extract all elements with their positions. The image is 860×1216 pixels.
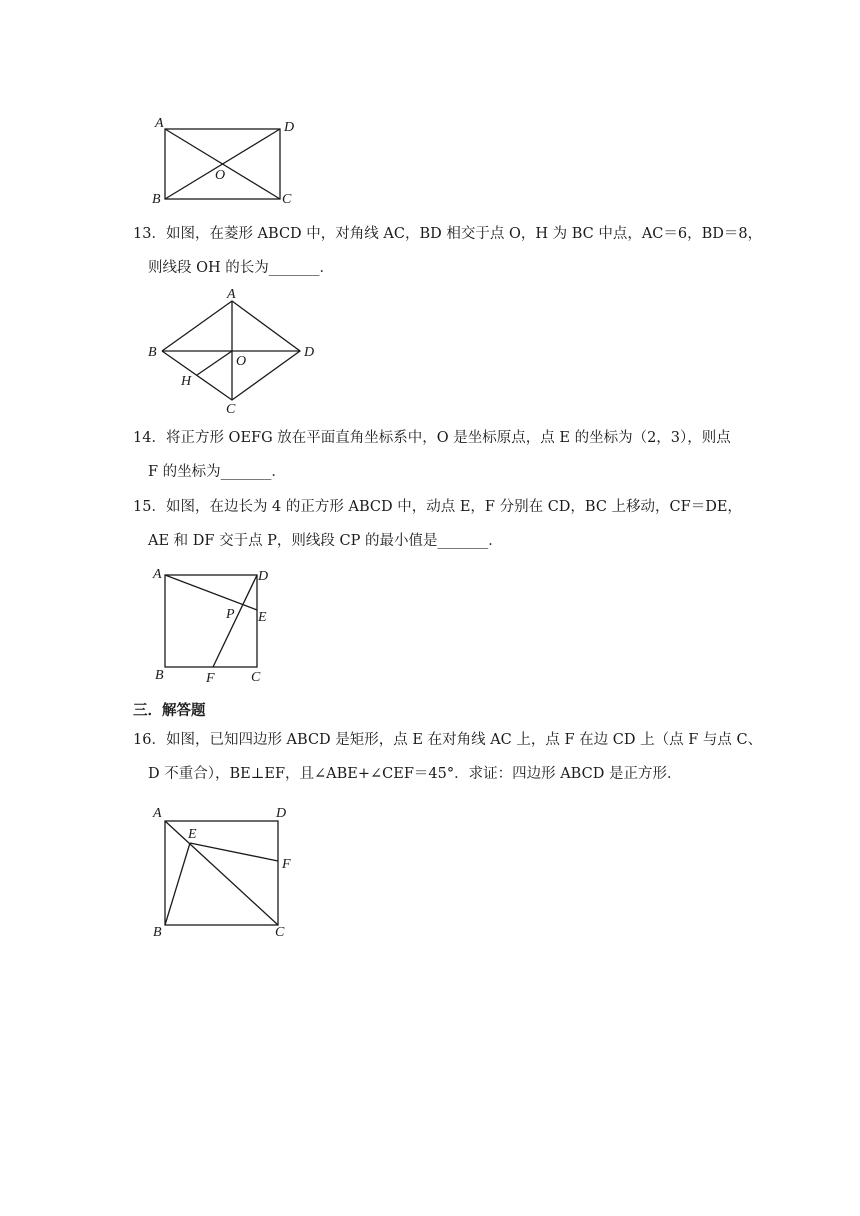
label-d: D xyxy=(276,806,287,821)
figure-square-abcd xyxy=(150,562,285,687)
label-c: C xyxy=(251,670,261,685)
question-16-line2: D 不重合），BE⊥EF，且∠ABE+∠CEF＝45°．求证：四边形 ABCD 是正方形． xyxy=(148,766,682,782)
question-16 xyxy=(133,723,762,791)
figure-rhombus-abcd xyxy=(145,283,330,418)
label-b: B xyxy=(153,925,162,940)
question-14 xyxy=(133,421,731,489)
question-15-line2: AE 和 DF 交于点 P，则线段 CP 的最小值是_______． xyxy=(148,533,503,549)
label-o: O xyxy=(215,168,226,183)
label-a: A xyxy=(155,116,164,131)
label-h: H xyxy=(181,374,192,389)
label-a: A xyxy=(153,806,162,821)
question-14-line2: F 的坐标为_______． xyxy=(148,464,286,480)
label-e: E xyxy=(258,610,267,625)
question-15 xyxy=(133,490,742,558)
label-e: E xyxy=(188,827,197,842)
figure-rectangle-abcd xyxy=(150,115,310,210)
question-13-line1: 13．如图，在菱形 ABCD 中，对角线 AC，BD 相交于点 O，H 为 BC 中点，AC＝6，BD＝8， xyxy=(133,226,763,242)
question-15-line1: 15．如图，在边长为 4 的正方形 ABCD 中，动点 E，F 分别在 CD，BC 上移动，CF＝DE， xyxy=(133,499,742,515)
question-14-line1: 14．将正方形 OEFG 放在平面直角坐标系中，O 是坐标原点，点 E 的坐标为（2，3），则点 xyxy=(133,430,731,446)
label-f: F xyxy=(282,857,291,872)
label-d: D xyxy=(304,345,315,360)
label-d: D xyxy=(284,120,295,135)
label-c: C xyxy=(275,925,285,940)
label-b: B xyxy=(152,192,161,207)
figure-square-abcd-ef xyxy=(150,803,300,943)
section-heading: 三．解答题 xyxy=(133,703,206,719)
question-13-line2: 则线段 OH 的长为_______． xyxy=(148,260,335,276)
question-13 xyxy=(133,217,762,285)
label-o: O xyxy=(236,354,247,369)
label-c: C xyxy=(226,402,236,417)
label-f: F xyxy=(206,671,215,686)
label-b: B xyxy=(155,668,164,683)
label-c: C xyxy=(282,192,292,207)
label-a: A xyxy=(153,567,162,582)
label-b: B xyxy=(148,345,157,360)
question-16-line1: 16．如图，已知四边形 ABCD 是矩形，点 E 在对角线 AC 上，点 F 在边 CD 上（点 F 与点 C、 xyxy=(133,732,763,748)
label-d: D xyxy=(258,569,269,584)
label-p: P xyxy=(226,607,235,622)
label-a: A xyxy=(227,287,236,302)
